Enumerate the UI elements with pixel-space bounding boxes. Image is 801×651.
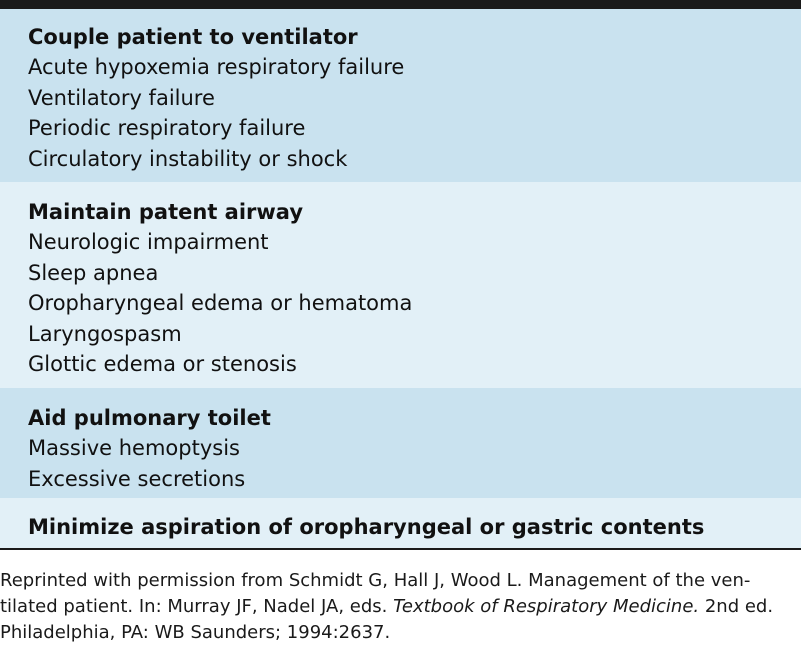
- list-item: Periodic respiratory failure: [28, 116, 306, 140]
- list-item: Massive hemoptysis: [28, 436, 240, 460]
- section-couple-patient: [0, 9, 801, 182]
- book-title: Textbook of Respiratory Medicine.: [393, 596, 700, 617]
- indications-table: [0, 9, 801, 548]
- list-item: Circulatory instability or shock: [28, 146, 348, 171]
- list-item: Sleep apnea: [28, 260, 159, 285]
- section-heading: Aid pulmonary toilet: [28, 406, 271, 430]
- list-item: Oropharyngeal edema or hematoma: [28, 291, 413, 315]
- footnote-line: Philadelphia, PA: WB Saunders; 1994:2637.: [0, 622, 391, 643]
- list-item: Neurologic impairment: [28, 230, 269, 254]
- section-minimize-aspiration: [0, 498, 801, 548]
- footnote-text: tilated patient. In: Murray JF, Nadel JA, eds.: [0, 596, 394, 617]
- list-item: Laryngospasm: [28, 321, 182, 346]
- list-item: Excessive secretions: [28, 466, 246, 491]
- top-rule: [0, 0, 801, 9]
- footnote-line: Reprinted with permission from Schmidt G, Hall J, Wood L. Management of the ven-: [0, 570, 751, 591]
- section-heading: Maintain patent airway: [28, 200, 304, 224]
- source-footnote: [0, 568, 790, 646]
- section-heading: Minimize aspiration of oropharyngeal or gastric contents: [28, 515, 705, 539]
- section-pulmonary-toilet: [0, 388, 801, 498]
- footnote-text: 2nd ed.: [699, 596, 774, 617]
- list-item: Acute hypoxemia respiratory failure: [28, 55, 405, 79]
- section-maintain-airway: [0, 182, 801, 388]
- section-heading: Couple patient to ventilator: [28, 25, 358, 49]
- footnote-line: [0, 594, 790, 620]
- bottom-rule: [0, 548, 801, 550]
- list-item: Ventilatory failure: [28, 85, 215, 110]
- list-item: Glottic edema or stenosis: [28, 352, 297, 376]
